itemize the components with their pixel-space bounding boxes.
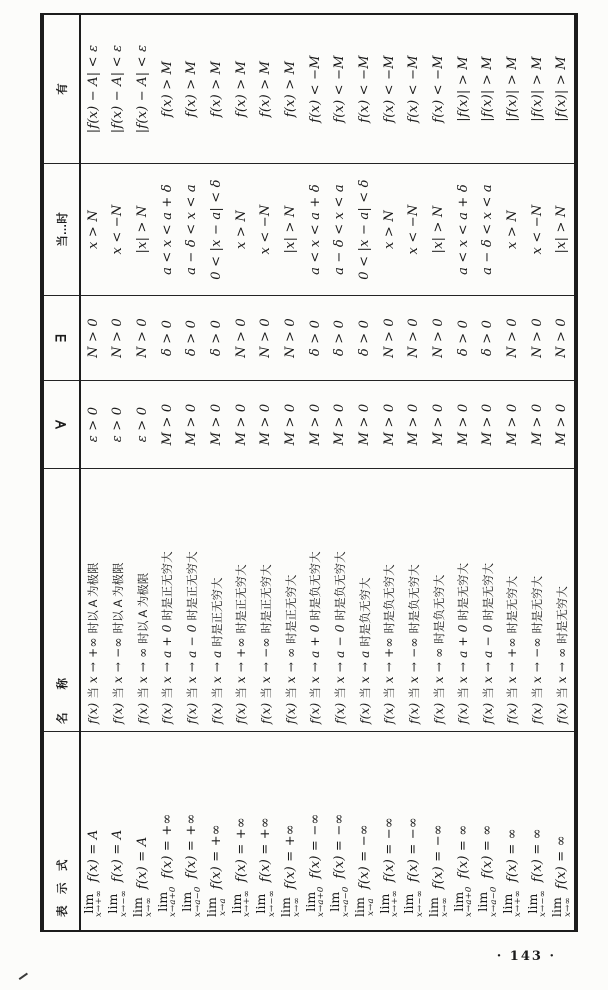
- cell-expression: [549, 731, 574, 930]
- cell-have: f(x) > M: [283, 60, 299, 118]
- table-row: [402, 15, 427, 930]
- limit-operator: lim x→∞: [278, 897, 302, 917]
- cell-have: f(x) < −M: [332, 55, 348, 123]
- cell-when: x < −N: [525, 163, 550, 295]
- cell-when: x > N: [229, 163, 254, 295]
- cell-when: a − δ < x < a: [476, 163, 501, 295]
- cell-have: |f(x) − A| < ε: [110, 44, 126, 134]
- limit-operator: lim x→∞: [130, 897, 154, 917]
- expression-rhs: f(x) = +∞: [258, 817, 274, 883]
- cell-name: f(x) 当 x → ∞ 时是正无穷大: [278, 468, 303, 731]
- limit-subscript: x→−∞: [266, 890, 277, 917]
- cell-have: f(x) < −M: [406, 55, 422, 123]
- cell-have: |f(x)| > M: [529, 56, 545, 122]
- cell-exists: δ > 0: [352, 295, 377, 380]
- cell-when: a < x < a + δ: [155, 163, 180, 295]
- limit-operator: lim x→+∞: [228, 890, 253, 917]
- table-row: [155, 15, 180, 930]
- cell-when: x < −N: [106, 163, 131, 295]
- cell-when: |x| > N: [549, 163, 574, 295]
- cell-expression: [525, 731, 550, 930]
- cell-exists: δ > 0: [180, 295, 205, 380]
- cell-exists: δ > 0: [328, 295, 353, 380]
- table-header-row: [44, 15, 81, 930]
- cell-have: f(x) > M: [209, 60, 225, 118]
- cell-forall: M > 0: [254, 380, 279, 468]
- cell-name: f(x) 当 x → +∞ 时以 A 为极限: [81, 468, 106, 731]
- header-when: 当…时: [44, 163, 79, 295]
- cell-name: f(x) 当 x → −∞ 时以 A 为极限: [106, 468, 131, 731]
- cell-when: x < −N: [254, 163, 279, 295]
- cell-name: f(x) 当 x → a + 0 时是无穷大: [451, 468, 476, 731]
- expression-rhs: f(x) = +∞: [159, 813, 175, 879]
- expression-rhs: f(x) = ∞: [480, 824, 496, 879]
- table-row: [352, 15, 377, 930]
- cell-name: f(x) 当 x → a 时是负无穷大: [352, 468, 377, 731]
- cell-expression: [254, 731, 279, 930]
- cell-exists: δ > 0: [476, 295, 501, 380]
- cell-when: x < −N: [402, 163, 427, 295]
- table-row: [254, 15, 279, 930]
- limit-subscript: x→a: [365, 898, 376, 916]
- cell-exists: N > 0: [81, 295, 106, 380]
- cell-forall: ε > 0: [130, 380, 155, 468]
- cell-forall: M > 0: [229, 380, 254, 468]
- expression-rhs: f(x) = ∞: [529, 828, 545, 883]
- cell-exists: N > 0: [229, 295, 254, 380]
- expression-rhs: f(x) = A: [135, 836, 151, 890]
- cell-name: f(x) 当 x → ∞ 时是无穷大: [549, 468, 574, 731]
- cell-exists: δ > 0: [303, 295, 328, 380]
- limit-subscript: x→+∞: [94, 890, 105, 917]
- limit-subscript: x→a−0: [488, 886, 499, 917]
- limit-operator: lim x→−∞: [401, 890, 425, 917]
- cell-expression: [155, 731, 180, 930]
- cell-when: a − δ < x < a: [328, 163, 353, 295]
- cell-expression: [328, 731, 353, 930]
- cell-forall: M > 0: [402, 380, 427, 468]
- expression-rhs: f(x) = +∞: [233, 817, 249, 883]
- cell-forall: M > 0: [476, 380, 501, 468]
- header-expression: 表 示 式: [44, 731, 79, 930]
- cell-exists: N > 0: [130, 295, 155, 380]
- limit-subscript: x→+∞: [513, 890, 524, 917]
- cell-forall: ε > 0: [81, 380, 106, 468]
- expression-rhs: f(x) = +∞: [184, 813, 200, 879]
- cell-exists: N > 0: [254, 295, 279, 380]
- cell-when: 0 < |x − a| < δ: [352, 163, 377, 295]
- cell-forall: M > 0: [525, 380, 550, 468]
- limit-subscript: x→a+0: [316, 886, 327, 917]
- cell-name: f(x) 当 x → −∞ 时是负无穷大: [402, 468, 427, 731]
- expression-rhs: f(x) = −∞: [406, 817, 422, 883]
- limit-subscript: x→∞: [143, 897, 154, 917]
- cell-name: f(x) 当 x → +∞ 时是无穷大: [500, 468, 525, 731]
- cell-forall: ε > 0: [106, 380, 131, 468]
- table-row: [500, 15, 525, 930]
- limit-operator: lim x→a−0: [179, 886, 203, 917]
- limit-subscript: x→+∞: [242, 890, 253, 917]
- cell-expression: [500, 731, 525, 930]
- cell-have: |f(x)| > M: [455, 56, 471, 122]
- expression-rhs: f(x) = +∞: [209, 824, 225, 890]
- cell-when: a < x < a + δ: [303, 163, 328, 295]
- cell-when: x > N: [500, 163, 525, 295]
- limit-operator: lim x→−∞: [524, 890, 549, 917]
- limit-operator: lim x→∞: [549, 897, 573, 917]
- limit-subscript: x→a−0: [192, 886, 203, 917]
- expression-rhs: f(x) = −∞: [357, 824, 373, 890]
- cell-expression: [204, 731, 229, 930]
- cell-name: f(x) 当 x → −∞ 时是正无穷大: [254, 468, 279, 731]
- cell-exists: N > 0: [426, 295, 451, 380]
- table-row: [229, 15, 254, 930]
- cell-expression: [229, 731, 254, 930]
- limit-operator: lim x→a−0: [475, 886, 499, 917]
- cell-forall: M > 0: [426, 380, 451, 468]
- limit-operator: lim x→a: [204, 897, 228, 917]
- expression-rhs: f(x) = −∞: [307, 813, 323, 879]
- limit-operator: lim x→a+0: [154, 886, 179, 917]
- cell-name: f(x) 当 x → ∞ 时以 A 为极限: [130, 468, 155, 731]
- table-row: [303, 15, 328, 930]
- cell-when: a < x < a + δ: [451, 163, 476, 295]
- cell-when: |x| > N: [426, 163, 451, 295]
- cell-have: |f(x)| > M: [480, 56, 496, 122]
- cell-expression: [402, 731, 427, 930]
- cell-have: f(x) > M: [184, 60, 200, 118]
- expression-rhs: f(x) = ∞: [455, 824, 471, 879]
- cell-when: |x| > N: [278, 163, 303, 295]
- cell-expression: [180, 731, 205, 930]
- table-row: [180, 15, 205, 930]
- cell-have: |f(x)| > M: [554, 56, 570, 122]
- limit-subscript: x→−∞: [538, 890, 549, 917]
- cell-name: f(x) 当 x → ∞ 时是负无穷大: [426, 468, 451, 731]
- cell-name: f(x) 当 x → a 时是正无穷大: [204, 468, 229, 731]
- expression-rhs: f(x) = ∞: [504, 828, 520, 883]
- table-row: [525, 15, 550, 930]
- cell-when: x > N: [377, 163, 402, 295]
- limit-operator: lim x→−∞: [105, 890, 129, 917]
- cell-have: |f(x)| > M: [504, 56, 520, 122]
- expression-rhs: f(x) = ∞: [554, 835, 570, 890]
- header-forall: ∀: [44, 380, 79, 468]
- limit-operator: lim x→+∞: [81, 890, 105, 917]
- table-row: [130, 15, 155, 930]
- table-body: [81, 15, 574, 930]
- cell-when: a − δ < x < a: [180, 163, 205, 295]
- cell-expression: [451, 731, 476, 930]
- cell-forall: M > 0: [328, 380, 353, 468]
- cell-name: f(x) 当 x → a + 0 时是正无穷大: [155, 468, 180, 731]
- cell-have: |f(x) − A| < ε: [85, 44, 101, 134]
- expression-rhs: f(x) = A: [85, 829, 101, 883]
- cell-exists: N > 0: [500, 295, 525, 380]
- limit-subscript: x→∞: [291, 897, 302, 917]
- cell-expression: [106, 731, 131, 930]
- cell-when: |x| > N: [130, 163, 155, 295]
- cell-when: 0 < |x − a| < δ: [204, 163, 229, 295]
- cell-name: f(x) 当 x → a − 0 时是负无穷大: [328, 468, 353, 731]
- limit-operator: lim x→∞: [426, 897, 450, 917]
- cell-when: x > N: [81, 163, 106, 295]
- cell-expression: [352, 731, 377, 930]
- cell-exists: N > 0: [377, 295, 402, 380]
- cell-have: f(x) < −M: [431, 55, 447, 123]
- limit-operator: lim x→a+0: [302, 886, 327, 917]
- limit-operator: lim x→a: [352, 897, 376, 917]
- limit-subscript: x→+∞: [390, 890, 401, 917]
- expression-rhs: f(x) = −∞: [332, 813, 348, 879]
- cell-forall: M > 0: [352, 380, 377, 468]
- cell-expression: [426, 731, 451, 930]
- cell-name: f(x) 当 x → a − 0 时是正无穷大: [180, 468, 205, 731]
- cell-forall: M > 0: [451, 380, 476, 468]
- cell-have: |f(x) − A| < ε: [135, 44, 151, 134]
- cell-name: f(x) 当 x → a − 0 时是无穷大: [476, 468, 501, 731]
- limit-subscript: x→∞: [439, 897, 450, 917]
- table-row: [81, 15, 106, 930]
- limit-subscript: x→a: [217, 898, 228, 916]
- table-row: [549, 15, 574, 930]
- cell-exists: N > 0: [549, 295, 574, 380]
- cell-expression: [476, 731, 501, 930]
- cell-forall: M > 0: [204, 380, 229, 468]
- cell-have: f(x) > M: [258, 60, 274, 118]
- limit-subscript: x→∞: [562, 897, 573, 917]
- cell-forall: M > 0: [180, 380, 205, 468]
- header-name: 名 称: [44, 468, 79, 731]
- cell-exists: δ > 0: [451, 295, 476, 380]
- cell-have: f(x) < −M: [381, 55, 397, 123]
- cell-name: f(x) 当 x → +∞ 时是负无穷大: [377, 468, 402, 731]
- limit-operator: lim x→a−0: [327, 886, 351, 917]
- table-row: [328, 15, 353, 930]
- cell-have: f(x) > M: [159, 60, 175, 118]
- cell-have: f(x) < −M: [357, 55, 373, 123]
- header-exists: ∃: [44, 295, 79, 380]
- expression-rhs: f(x) = −∞: [431, 824, 447, 890]
- cell-name: f(x) 当 x → −∞ 时是无穷大: [525, 468, 550, 731]
- cell-have: f(x) > M: [233, 60, 249, 118]
- table-row: [204, 15, 229, 930]
- cell-exists: N > 0: [278, 295, 303, 380]
- limit-operator: lim x→−∞: [253, 890, 277, 917]
- limit-operator: lim x→a+0: [450, 886, 475, 917]
- cell-expression: [303, 731, 328, 930]
- limit-subscript: x→a−0: [340, 886, 351, 917]
- cell-exists: N > 0: [525, 295, 550, 380]
- expression-rhs: f(x) = +∞: [283, 824, 299, 890]
- cell-exists: N > 0: [106, 295, 131, 380]
- cell-forall: M > 0: [377, 380, 402, 468]
- table-row: [476, 15, 501, 930]
- cell-expression: [130, 731, 155, 930]
- limit-operator: lim x→+∞: [500, 890, 524, 917]
- limit-operator: lim x→+∞: [376, 890, 401, 917]
- cell-name: f(x) 当 x → +∞ 时是正无穷大: [229, 468, 254, 731]
- limits-table: [40, 13, 578, 932]
- cell-expression: [278, 731, 303, 930]
- cell-have: f(x) < −M: [307, 55, 323, 123]
- table-row: [106, 15, 131, 930]
- cell-exists: δ > 0: [155, 295, 180, 380]
- limit-subscript: x→−∞: [118, 890, 129, 917]
- header-have: 有: [56, 83, 69, 95]
- limit-subscript: x→−∞: [414, 890, 425, 917]
- cell-exists: δ > 0: [204, 295, 229, 380]
- cell-name: f(x) 当 x → a + 0 时是负无穷大: [303, 468, 328, 731]
- cell-forall: M > 0: [303, 380, 328, 468]
- table-row: [451, 15, 476, 930]
- cell-exists: N > 0: [402, 295, 427, 380]
- limit-subscript: x→a+0: [168, 886, 179, 917]
- cell-forall: M > 0: [549, 380, 574, 468]
- limit-subscript: x→a+0: [464, 886, 475, 917]
- cell-forall: M > 0: [278, 380, 303, 468]
- cell-expression: [377, 731, 402, 930]
- table-row: [278, 15, 303, 930]
- cell-forall: M > 0: [500, 380, 525, 468]
- cell-forall: M > 0: [155, 380, 180, 468]
- page-number: · 143 ·: [496, 949, 556, 964]
- expression-rhs: f(x) = −∞: [381, 817, 397, 883]
- cell-expression: [81, 731, 106, 930]
- expression-rhs: f(x) = A: [110, 829, 126, 883]
- table-row: [377, 15, 402, 930]
- table-row: [426, 15, 451, 930]
